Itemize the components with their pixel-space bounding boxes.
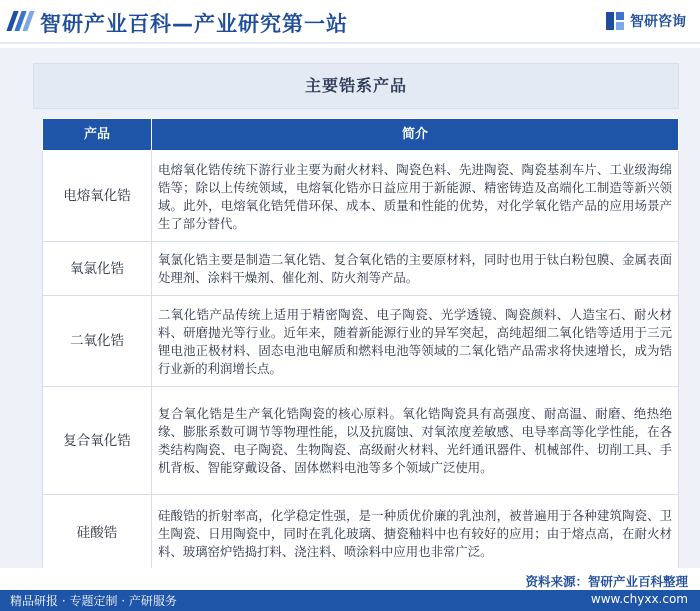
brand-logo-icon <box>605 11 625 31</box>
table-title: 主要锆系产品 <box>33 63 679 109</box>
product-description: 二氧化锆产品传统上适用于精密陶瓷、电子陶瓷、光学透镜、陶瓷颜料、人造宝石、耐火材料、研磨抛光等行业。近年来，随着新能源行业的异军突起，高纯超细二氧化锆等适用于三元锂电池正极材料、固态电池电解质和燃料电池等领域的二氧化锆产品需求将快速增长，成为锆行业新的利润增长点。 <box>152 296 679 387</box>
product-name: 电熔氧化锆 <box>43 151 152 242</box>
brand-name: 智研咨询 <box>630 14 686 30</box>
column-header-description: 简介 <box>152 119 679 151</box>
table-row <box>43 151 679 242</box>
page-title: 智研产业百科—产业研究第一站 <box>40 12 348 36</box>
product-description: 氧氯化锆主要是制造二氧化锆、复合氧化锆的主要原材料，同时也用于钛白粉包膜、金属表面处理剂、涂料干燥剂、催化剂、防火剂等产品。 <box>152 242 679 296</box>
table-row <box>43 242 679 296</box>
column-header-product: 产品 <box>43 119 152 151</box>
header-stripes-icon <box>10 11 34 35</box>
product-description: 硅酸锆的折射率高，化学稳定性强，是一种质优价廉的乳浊剂，被普遍用于各种建筑陶瓷、卫生陶瓷、日用陶瓷中，同时在乳化玻璃、搪瓷釉料中也有较好的应用；由于熔点高，在耐火材料、玻璃窑炉锆捣打料、浇注料、喷涂料中应用也非常广泛。 <box>152 495 679 572</box>
content-panel <box>0 48 700 568</box>
product-name: 复合氧化锆 <box>43 387 152 495</box>
brand-logo[interactable] <box>605 11 686 31</box>
table-header-row <box>43 119 679 151</box>
header-divider <box>0 42 700 44</box>
footer-site-link[interactable]: www.chyxx.com <box>590 592 688 606</box>
footer-slogan: 精品研报 · 专题定制 · 产研服务 <box>10 594 177 608</box>
data-source: 资料来源：智研产业百科整理 <box>525 574 688 589</box>
product-name: 氧氯化锆 <box>43 242 152 296</box>
page-footer <box>0 568 700 611</box>
product-name: 硅酸锆 <box>43 495 152 572</box>
products-table <box>42 118 679 572</box>
product-description: 电熔氧化锆传统下游行业主要为耐火材料、陶瓷色料、先进陶瓷、陶瓷基刹车片、工业级海绵锆等；除以上传统领域，电熔氧化锆亦日益应用于新能源、精密铸造及高端化工制造等新兴领域。此外，电熔氧化锆凭借环保、成本、质量和性能的优势，对化学氧化锆产品的应用场景产生了部分替代。 <box>152 151 679 242</box>
page-header <box>0 0 700 44</box>
product-description: 复合氧化锆是生产氧化锆陶瓷的核心原料。氧化锆陶瓷具有高强度、耐高温、耐磨、绝热绝缘、膨胀系数可调节等物理性能，以及抗腐蚀、对氧浓度差敏感、电导率高等化学性能，在各类结构陶瓷、电子陶瓷、生物陶瓷、高级耐火材料、光纤通讯器件、机械部件、切削工具、手机背板、智能穿戴设备、固体燃料电池等多个领域广泛使用。 <box>152 387 679 495</box>
table-row <box>43 296 679 387</box>
table-row <box>43 495 679 572</box>
product-name: 二氧化锆 <box>43 296 152 387</box>
footer-bar <box>0 590 700 611</box>
table-row <box>43 387 679 495</box>
